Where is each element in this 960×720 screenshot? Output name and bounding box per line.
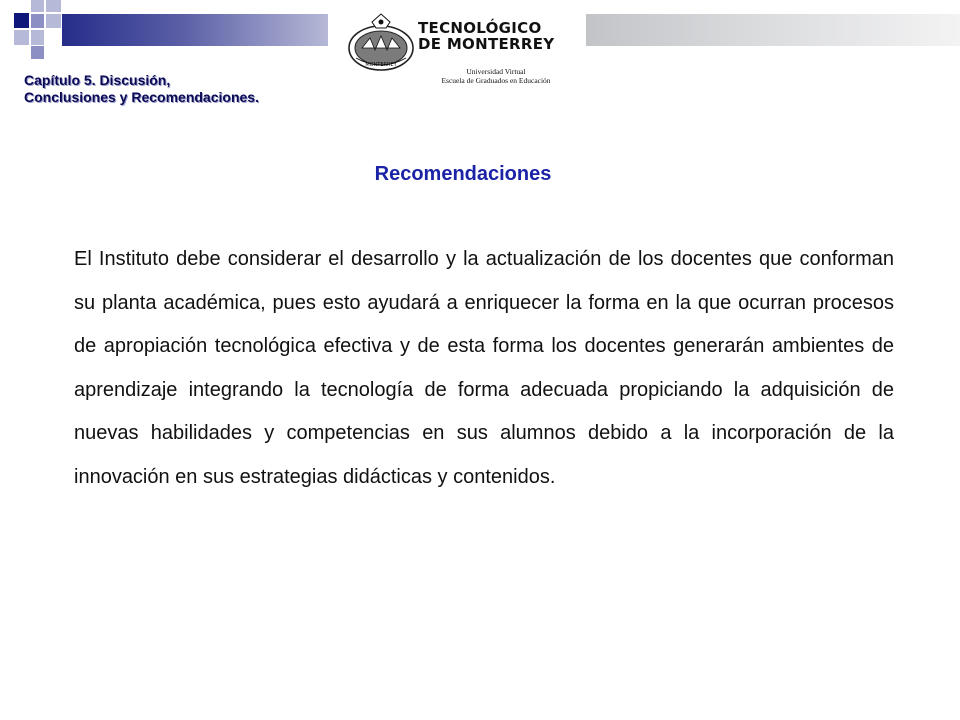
decor-square [31, 30, 44, 45]
header-bar-left [62, 14, 328, 46]
logo-name-line2: DE MONTERREY [418, 35, 555, 53]
chapter-line2: Conclusiones y Recomendaciones. [24, 89, 259, 105]
institution-logo [332, 8, 582, 90]
decor-square [31, 46, 44, 59]
logo-subtitle [416, 67, 576, 85]
decor-square [46, 0, 61, 12]
decor-square [14, 30, 29, 45]
slide-title: Recomendaciones [374, 163, 552, 185]
decor-square [46, 14, 61, 28]
chapter-heading [24, 72, 259, 106]
header-bar-right [586, 14, 960, 46]
logo-name-line1: TECNOLÓGICO [418, 19, 542, 37]
chapter-line1: Capítulo 5. Discusión, [24, 72, 171, 88]
logo-name [418, 20, 554, 52]
body-paragraph: El Instituto debe considerar el desarrollo y la actualización de los docentes que conforman su planta académica, pues esto ayudará a enriquecer la forma en la que ocurran procesos de apropiación tecnológica efectiva y de esta forma los docentes generarán ambientes de aprendizaje integrando la tecnología de forma adecuada propiciando la adquisición de nuevas habilidades y competencias en sus alumnos debido a la incorporación de la innovación en sus estrategias didácticas y contenidos. [74, 248, 894, 488]
seal-text: MONTERREY [365, 62, 397, 68]
decor-square [14, 13, 29, 28]
decor-square [31, 14, 44, 28]
logo-sub-line2: Escuela de Graduados en Educación [441, 76, 551, 85]
logo-sub-line1: Universidad Virtual [466, 67, 526, 76]
seal-icon [346, 10, 416, 76]
decor-square [31, 0, 44, 12]
